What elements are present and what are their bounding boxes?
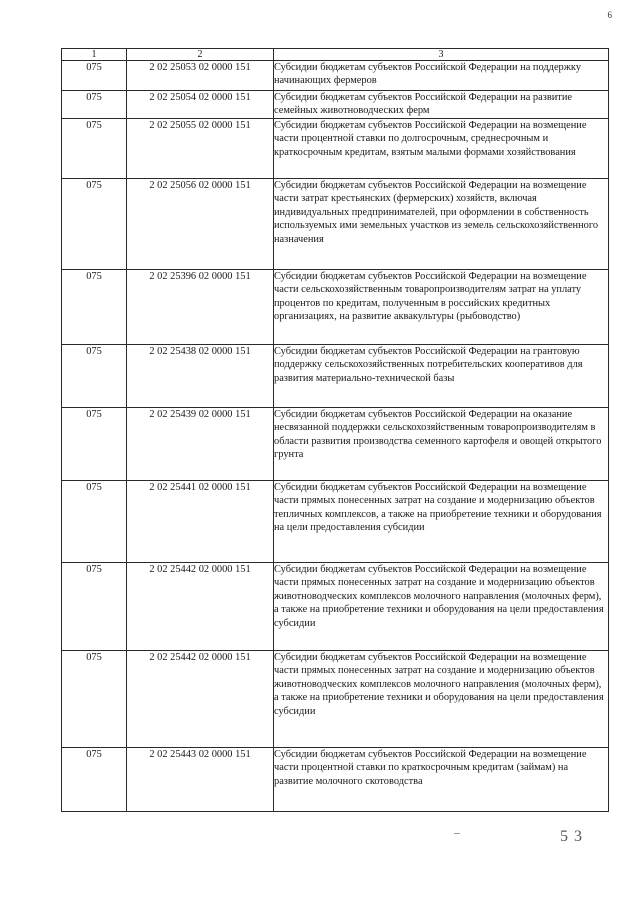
revenue-code: 2 02 25055 02 0000 151: [127, 119, 274, 179]
table-row: [62, 651, 609, 748]
header-col-3: 3: [274, 49, 609, 61]
table-row: [62, 91, 609, 119]
admin-code: 075: [62, 651, 127, 748]
revenue-description: Субсидии бюджетам субъектов Российской Федерации на возмещение части процентной ставки по краткосрочным кредитам (займам) на развитие молочного скотоводства: [274, 748, 609, 812]
admin-code: 075: [62, 408, 127, 481]
revenue-code: 2 02 25054 02 0000 151: [127, 91, 274, 119]
revenue-description: Субсидии бюджетам субъектов Российской Федерации на оказание несвязанной поддержки сельскохозяйственным товаропроизводителям в области развития производства семенного картофеля и овощей открытого грунта: [274, 408, 609, 481]
admin-code: 075: [62, 270, 127, 345]
table-row: [62, 408, 609, 481]
revenue-code: 2 02 25442 02 0000 151: [127, 651, 274, 748]
admin-code: 075: [62, 563, 127, 651]
revenue-code: 2 02 25053 02 0000 151: [127, 61, 274, 91]
revenue-description: Субсидии бюджетам субъектов Российской Федерации на поддержку начинающих фермеров: [274, 61, 609, 91]
table-header-row: [62, 49, 609, 61]
revenue-code: 2 02 25396 02 0000 151: [127, 270, 274, 345]
table-row: [62, 563, 609, 651]
header-col-2: 2: [127, 49, 274, 61]
revenue-description: Субсидии бюджетам субъектов Российской Федерации на возмещение части прямых понесенных затрат на создание и модернизацию объектов животноводческих комплексов молочного направления (молочных ферм), а также на приобретение техники и оборудования на цели предоставления субсидии: [274, 563, 609, 651]
revenue-code: 2 02 25056 02 0000 151: [127, 179, 274, 270]
table-row: [62, 481, 609, 563]
scan-mark: [454, 833, 460, 834]
table-row: [62, 179, 609, 270]
revenue-code: 2 02 25443 02 0000 151: [127, 748, 274, 812]
sheet-stamp-number: 5 3: [560, 828, 583, 845]
admin-code: 075: [62, 481, 127, 563]
admin-code: 075: [62, 91, 127, 119]
page-number: 6: [607, 10, 612, 20]
revenue-code: 2 02 25439 02 0000 151: [127, 408, 274, 481]
revenue-code: 2 02 25441 02 0000 151: [127, 481, 274, 563]
revenue-code: 2 02 25438 02 0000 151: [127, 345, 274, 408]
revenue-description: Субсидии бюджетам субъектов Российской Федерации на возмещение части затрат крестьянских (фермерских) хозяйств, включая индивидуальных предпринимателей, при оформлении в собственность используемых ими земельных участков из земель сельскохозяйственного назначения: [274, 179, 609, 270]
admin-code: 075: [62, 119, 127, 179]
revenue-description: Субсидии бюджетам субъектов Российской Федерации на возмещение части процентной ставки по долгосрочным, среднесрочным и краткосрочным кредитам, взятым малыми формами хозяйствования: [274, 119, 609, 179]
admin-code: 075: [62, 748, 127, 812]
admin-code: 075: [62, 61, 127, 91]
revenue-description: Субсидии бюджетам субъектов Российской Федерации на развитие семейных животноводческих ферм: [274, 91, 609, 119]
admin-code: 075: [62, 345, 127, 408]
table-row: [62, 345, 609, 408]
table-row: [62, 270, 609, 345]
revenue-description: Субсидии бюджетам субъектов Российской Федерации на возмещение части прямых понесенных затрат на создание и модернизацию объектов тепличных комплексов, а также на приобретение техники и оборудования на цели предоставления субсидии: [274, 481, 609, 563]
revenue-description: Субсидии бюджетам субъектов Российской Федерации на грантовую поддержку сельскохозяйственных потребительских кооперативов для развития материально-технической базы: [274, 345, 609, 408]
table-row: [62, 119, 609, 179]
revenue-description: Субсидии бюджетам субъектов Российской Федерации на возмещение части сельскохозяйственным товаропроизводителям затрат на уплату процентов по кредитам, полученным в российских кредитных организациях, на развитие аквакультуры (рыбоводство): [274, 270, 609, 345]
table-row: [62, 61, 609, 91]
revenue-code: 2 02 25442 02 0000 151: [127, 563, 274, 651]
admin-code: 075: [62, 179, 127, 270]
budget-codes-table: [61, 48, 609, 812]
table-row: [62, 748, 609, 812]
header-col-1: 1: [62, 49, 127, 61]
revenue-description: Субсидии бюджетам субъектов Российской Федерации на возмещение части прямых понесенных затрат на создание и модернизацию объектов животноводческих комплексов молочного направления (молочных ферм), а также на приобретение техники и оборудования на цели предоставления субсидии: [274, 651, 609, 748]
